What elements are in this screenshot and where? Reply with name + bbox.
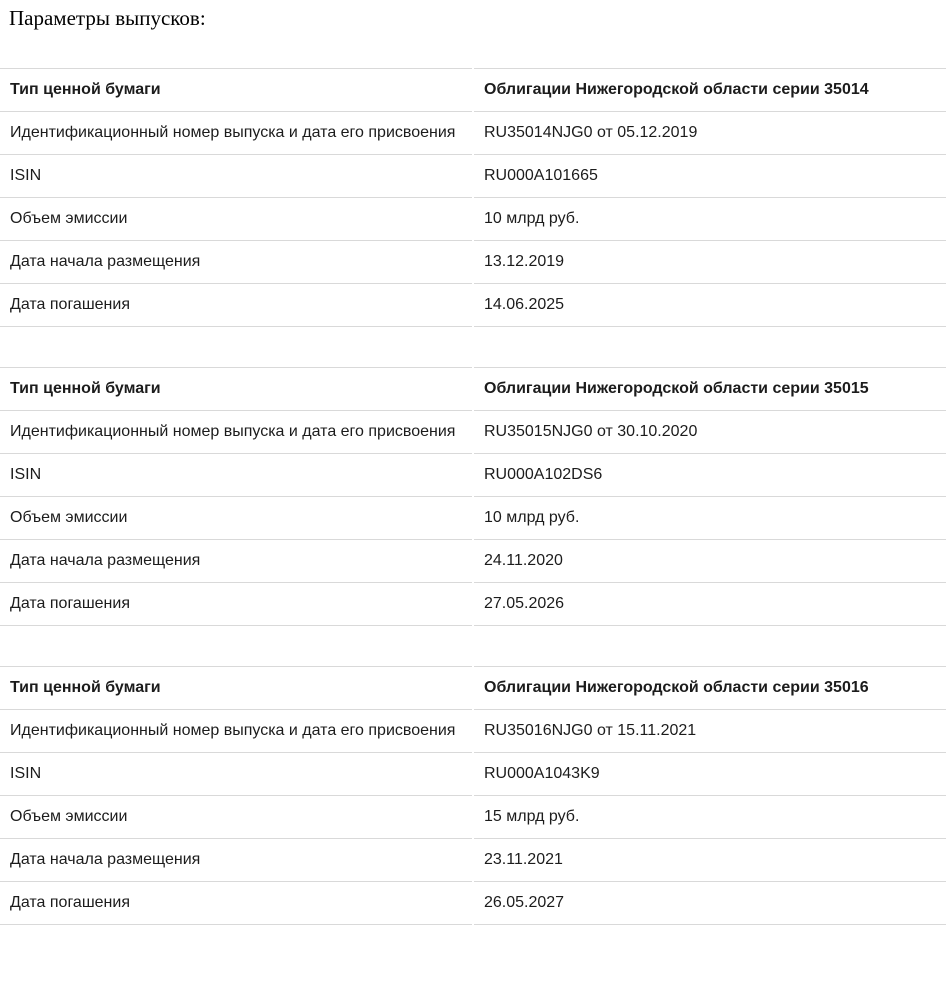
row-maturity-date (0, 583, 946, 626)
row-issue-volume (0, 497, 946, 540)
issue-params-table-35015 (0, 367, 946, 626)
row-placement-start-date (0, 839, 946, 882)
row-maturity-date (0, 882, 946, 925)
row-isin (0, 155, 946, 198)
row-issue-id (0, 112, 946, 155)
security-type-label: Тип ценной бумаги (0, 666, 472, 710)
issue-volume-value: 15 млрд руб. (474, 796, 946, 839)
issue-id-label: Идентификационный номер выпуска и дата его присвоения (0, 112, 472, 155)
security-type-value: Облигации Нижегородской области серии 35016 (474, 666, 946, 710)
issue-volume-value: 10 млрд руб. (474, 198, 946, 241)
placement-start-date-value: 13.12.2019 (474, 241, 946, 284)
isin-value: RU000A1043K9 (474, 753, 946, 796)
issue-params-table-35016 (0, 666, 946, 925)
placement-start-date-label: Дата начала размещения (0, 839, 472, 882)
security-type-value: Облигации Нижегородской области серии 35015 (474, 367, 946, 411)
maturity-date-value: 27.05.2026 (474, 583, 946, 626)
issue-volume-value: 10 млрд руб. (474, 497, 946, 540)
issue-id-label: Идентификационный номер выпуска и дата его присвоения (0, 411, 472, 454)
issue-volume-label: Объем эмиссии (0, 497, 472, 540)
issue-volume-label: Объем эмиссии (0, 198, 472, 241)
isin-label: ISIN (0, 155, 472, 198)
row-placement-start-date (0, 241, 946, 284)
maturity-date-label: Дата погашения (0, 882, 472, 925)
maturity-date-label: Дата погашения (0, 583, 472, 626)
placement-start-date-label: Дата начала размещения (0, 540, 472, 583)
isin-label: ISIN (0, 753, 472, 796)
maturity-date-value: 26.05.2027 (474, 882, 946, 925)
placement-start-date-value: 23.11.2021 (474, 839, 946, 882)
isin-label: ISIN (0, 454, 472, 497)
issue-id-value: RU35016NJG0 от 15.11.2021 (474, 710, 946, 753)
isin-value: RU000A102DS6 (474, 454, 946, 497)
row-isin (0, 454, 946, 497)
row-security-type (0, 68, 946, 112)
security-type-value: Облигации Нижегородской области серии 35014 (474, 68, 946, 112)
page-title: Параметры выпусков: (9, 6, 206, 30)
placement-start-date-label: Дата начала размещения (0, 241, 472, 284)
maturity-date-label: Дата погашения (0, 284, 472, 327)
row-issue-volume (0, 796, 946, 839)
row-maturity-date (0, 284, 946, 327)
issue-id-value: RU35015NJG0 от 30.10.2020 (474, 411, 946, 454)
issue-volume-label: Объем эмиссии (0, 796, 472, 839)
issue-id-value: RU35014NJG0 от 05.12.2019 (474, 112, 946, 155)
issue-id-label: Идентификационный номер выпуска и дата его присвоения (0, 710, 472, 753)
security-type-label: Тип ценной бумаги (0, 367, 472, 411)
row-issue-volume (0, 198, 946, 241)
maturity-date-value: 14.06.2025 (474, 284, 946, 327)
row-isin (0, 753, 946, 796)
row-security-type (0, 367, 946, 411)
row-security-type (0, 666, 946, 710)
placement-start-date-value: 24.11.2020 (474, 540, 946, 583)
row-issue-id (0, 411, 946, 454)
issue-params-table-35014 (0, 68, 946, 327)
isin-value: RU000A101665 (474, 155, 946, 198)
security-type-label: Тип ценной бумаги (0, 68, 472, 112)
row-placement-start-date (0, 540, 946, 583)
row-issue-id (0, 710, 946, 753)
